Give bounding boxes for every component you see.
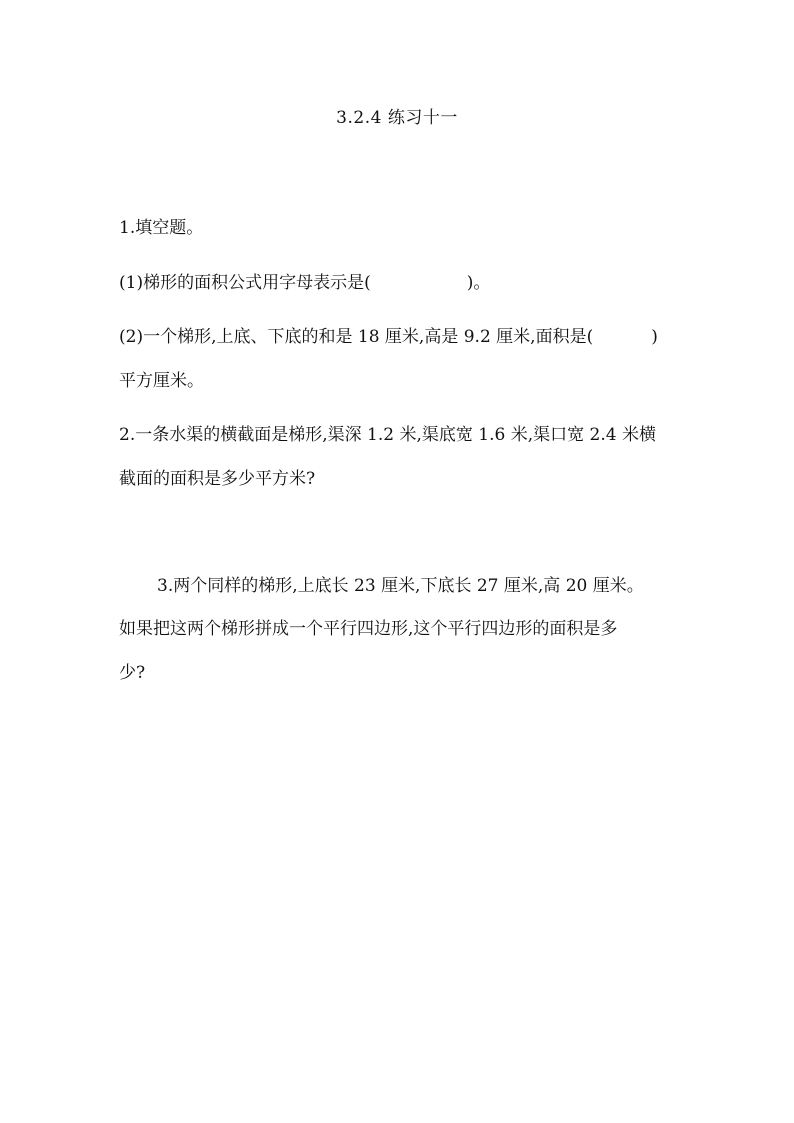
q1-sub1-text-after: )。 bbox=[466, 273, 491, 293]
q1-heading: 1.填空题。 bbox=[119, 218, 204, 238]
q1-sub2-text-after: ) bbox=[651, 327, 658, 347]
q1-sub2-text-before: (2)一个梯形,上底、下底的和是 18 厘米,高是 9.2 厘米,面积是( bbox=[119, 327, 594, 347]
q3-line1: 3.两个同样的梯形,上底长 23 厘米,下底长 27 厘米,高 20 厘米。 bbox=[157, 576, 644, 596]
page-title: 3.2.4 练习十一 bbox=[336, 108, 458, 128]
q1-sub1-text-before: (1)梯形的面积公式用字母表示是( bbox=[119, 273, 371, 293]
q1-sub1 bbox=[119, 271, 490, 295]
q3-line2: 如果把这两个梯形拼成一个平行四边形,这个平行四边形的面积是多 bbox=[119, 619, 618, 639]
q1-sub2-line1 bbox=[119, 325, 658, 349]
q2-line2: 截面的面积是多少平方米? bbox=[119, 469, 316, 489]
q1-sub2-line2: 平方厘米。 bbox=[119, 371, 204, 391]
q2-line1: 2.一条水渠的横截面是梯形,渠深 1.2 米,渠底宽 1.6 米,渠口宽 2.4 米横 bbox=[119, 425, 656, 445]
q3-line3: 少? bbox=[119, 663, 146, 683]
